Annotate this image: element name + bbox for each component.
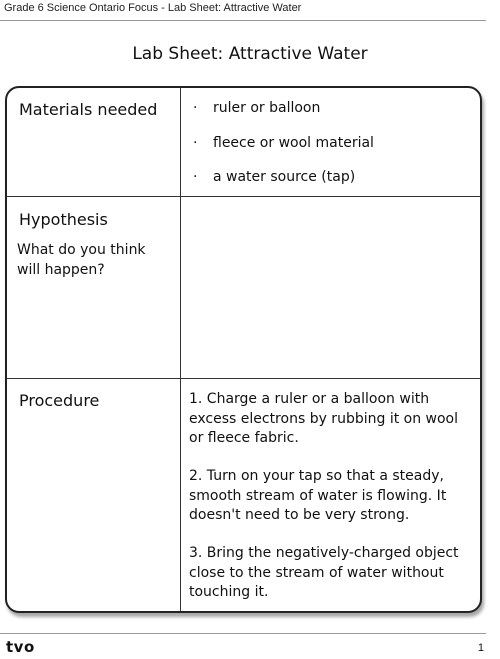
materials-list-cell xyxy=(181,88,480,196)
hypothesis-label-cell xyxy=(7,196,181,378)
bullet-icon: · xyxy=(193,100,198,116)
list-item: · ruler or balloon xyxy=(193,100,321,116)
hypothesis-row xyxy=(7,196,480,379)
list-item: · fleece or wool material xyxy=(193,134,374,151)
hypothesis-answer-area[interactable] xyxy=(181,196,480,378)
hypothesis-label: Hypothesis xyxy=(19,210,108,229)
procedure-label-cell xyxy=(7,379,181,611)
lab-sheet-table xyxy=(5,86,482,613)
page-number: 1 xyxy=(477,642,484,654)
procedure-step-2: 2. Turn on your tap so that a steady, smooth stream of water is flowing. It doesn't need to be very strong. xyxy=(189,468,447,523)
list-item: · a water source (tap) xyxy=(193,169,356,185)
materials-label: Materials needed xyxy=(19,100,158,119)
bullet-icon: · xyxy=(193,169,198,185)
page-title: Lab Sheet: Attractive Water xyxy=(132,44,368,64)
footer-divider xyxy=(0,633,486,634)
materials-label-cell xyxy=(7,88,181,196)
procedure-steps-cell xyxy=(181,379,480,611)
tvo-logo: tvo xyxy=(6,638,35,656)
hypothesis-prompt: What do you think will happen? xyxy=(17,242,146,278)
procedure-step-1: 1. Charge a ruler or a balloon with excess electrons by rubbing it on wool or fleece fabric. xyxy=(189,391,459,446)
materials-row xyxy=(7,88,480,197)
procedure-row xyxy=(7,379,480,611)
bullet-icon: · xyxy=(193,134,198,151)
procedure-label: Procedure xyxy=(19,391,100,410)
header-divider xyxy=(0,20,486,21)
materials-list xyxy=(193,98,374,202)
page-header: Grade 6 Science Ontario Focus - Lab Sheet: Attractive Water xyxy=(4,2,302,14)
procedure-step-3: 3. Bring the negatively-charged object close to the stream of water without touching it. xyxy=(189,545,459,600)
